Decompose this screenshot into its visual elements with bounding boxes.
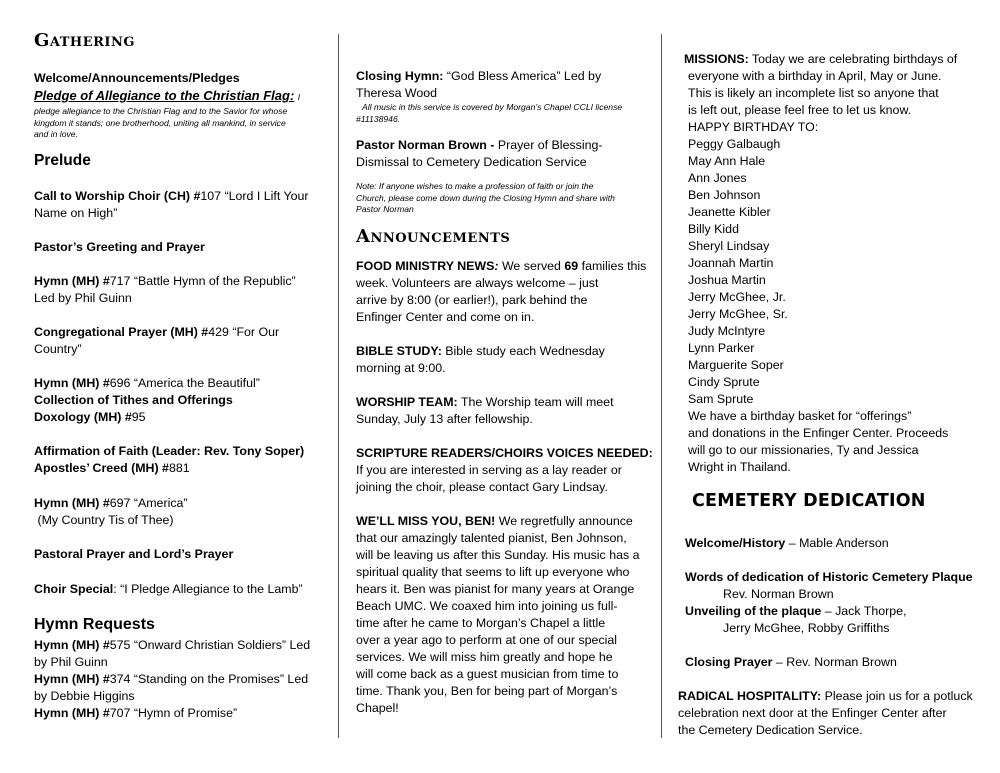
hymn-label: Hymn (MH) #	[34, 274, 110, 288]
miss-line: services. We will miss him greatly and hope he	[356, 650, 613, 664]
birthday-name: Marguerite Soper	[688, 358, 784, 372]
pledge-text-start: I	[297, 92, 301, 102]
birthday-name: Cindy Sprute	[688, 375, 760, 389]
radical-line: the Cemetery Dedication Service.	[678, 723, 863, 737]
prelude-heading: Prelude	[34, 152, 91, 169]
doxology-label: Doxology (MH) #	[34, 410, 132, 424]
closing-prayer-text: – Rev. Norman Brown	[772, 655, 897, 669]
hymn-696-block	[34, 375, 260, 426]
cemetery-dedication-heading: CEMETERY DEDICATION	[692, 491, 926, 511]
hymn-697	[34, 495, 188, 529]
miss-label: WE’LL MISS YOU, BEN!	[356, 514, 496, 528]
food-label: FOOD MINISTRY NEWS	[356, 259, 495, 273]
birthday-name: Jeanette Kibler	[688, 205, 771, 219]
radical-label: RADICAL HOSPITALITY:	[678, 689, 822, 703]
closing-hymn	[356, 68, 601, 102]
words-label: Words of dedication of Historic Cemetery Plaque	[685, 570, 973, 584]
bible-label: BIBLE STUDY:	[356, 344, 442, 358]
bible-study	[356, 343, 605, 377]
words-line: Rev. Norman Brown	[723, 587, 834, 601]
birthday-name: Ben Johnson	[688, 188, 761, 202]
missions-text: Today we are celebrating birthdays of	[748, 52, 958, 66]
hymn-label: Hymn (MH) #	[34, 672, 110, 686]
scripture-line: joining the choir, please contact Gary Lindsay.	[356, 480, 608, 494]
unveil-text: – Jack Thorpe,	[821, 604, 907, 618]
hymn-text: 696 “America the Beautiful”	[109, 376, 260, 390]
words-of-dedication	[685, 569, 973, 637]
welcome-history	[685, 535, 889, 552]
welcome-text: – Mable Anderson	[785, 536, 889, 550]
miss-line: hears it. Ben was pianist for many years at Orange	[356, 582, 635, 596]
ccli-line: #11138946.	[356, 113, 401, 124]
choir-label: Choir Special	[34, 582, 114, 596]
pledge-line	[34, 87, 300, 105]
birthday-name: Joshua Martin	[688, 273, 766, 287]
call-label: Call to Worship Choir (CH) #	[34, 189, 201, 203]
hymn-label: Hymn (MH) #	[34, 376, 110, 390]
basket-line: Wright in Thailand.	[688, 460, 791, 474]
food-line: arrive by 8:00 (or earlier!), park behind the	[356, 293, 588, 307]
scripture-label: SCRIPTURE READERS/CHOIRS VOICES NEEDED:	[356, 446, 653, 460]
welcome-line: Welcome/Announcements/Pledges	[34, 71, 240, 85]
closing-prayer	[685, 654, 897, 671]
missions-label: MISSIONS:	[684, 52, 749, 66]
scripture-line: If you are interested in serving as a lay reader or	[356, 463, 622, 477]
radical-text: Please join us for a potluck	[821, 689, 973, 703]
cong-text-2: Country”	[34, 342, 82, 356]
miss-line: will be leaving us after this Sunday. His music has a	[356, 548, 640, 562]
hymn-717	[34, 273, 296, 307]
worship-team	[356, 394, 614, 428]
pastor-greeting: Pastor’s Greeting and Prayer	[34, 240, 205, 254]
missions-line: HAPPY BIRTHDAY TO:	[688, 120, 819, 134]
closing-text-2: Theresa Wood	[356, 86, 438, 100]
pastoral-prayer: Pastoral Prayer and Lord’s Prayer	[34, 547, 234, 561]
hymn-text-2: (My Country Tis of Thee)	[34, 513, 174, 527]
food-number: 69	[564, 259, 579, 273]
closing-label: Closing Hymn:	[356, 69, 444, 83]
birthday-name: Billy Kidd	[688, 222, 739, 236]
profession-note	[356, 181, 615, 216]
birthday-name: Judy McIntyre	[688, 324, 766, 338]
food-text: families this	[578, 259, 647, 273]
tithes-line: Collection of Tithes and Offerings	[34, 393, 233, 407]
pastor-text-2: Dismissal to Cemetery Dedication Service	[356, 155, 587, 169]
food-line: Enfinger Center and come on in.	[356, 310, 535, 324]
food-line: week. Volunteers are always welcome – just	[356, 276, 599, 290]
scripture-readers	[356, 445, 653, 496]
basket-line: We have a birthday basket for “offerings”	[688, 409, 912, 423]
missions-line: is left out, please feel free to let us know.	[688, 103, 912, 117]
pledge-text-line: pledge allegiance to the Christian Flag and to the Savior for whose	[34, 106, 288, 116]
unveil-line: Jerry McGhee, Robby Griffiths	[723, 621, 890, 635]
announcements-heading: Announcements	[356, 226, 511, 247]
birthday-name: Ann Jones	[688, 171, 747, 185]
miss-line: will come back as a guest musician from time to	[356, 667, 619, 681]
cong-label: Congregational Prayer (MH) #	[34, 325, 209, 339]
choir-special	[34, 581, 303, 598]
hymn-text: 697 “America”	[109, 496, 188, 510]
worship-label: WORSHIP TEAM:	[356, 395, 458, 409]
miss-line: time after he came to Morgan’s Chapel a little	[356, 616, 606, 630]
hymn-text-2: by Phil Guinn	[34, 655, 108, 669]
creed-text: 881	[168, 461, 190, 475]
note-line: Note: If anyone wishes to make a profession of faith or join the	[356, 181, 594, 191]
affirmation-block	[34, 443, 304, 477]
call-text: 107 “Lord I Lift Your	[200, 189, 309, 203]
birthday-name: Sam Sprute	[688, 392, 754, 406]
hymn-label: Hymn (MH) #	[34, 638, 110, 652]
call-to-worship	[34, 188, 309, 222]
pastor-label: Pastor Norman Brown -	[356, 138, 495, 152]
miss-line: spiritual quality that seems to lift up everyone who	[356, 565, 630, 579]
bible-text: Bible study each Wednesday	[441, 344, 605, 358]
missions-line: everyone with a birthday in April, May or June.	[688, 69, 942, 83]
basket-line: and donations in the Enfinger Center. Proceeds	[688, 426, 949, 440]
birthday-name: May Ann Hale	[688, 154, 766, 168]
closing-prayer-label: Closing Prayer	[685, 655, 773, 669]
cong-text: 429 “For Our	[208, 325, 280, 339]
miss-line: over a year ago to perform at one of our special	[356, 633, 618, 647]
miss-line: Chapel!	[356, 701, 399, 715]
note-line: Church, please come down during the Closing Hymn and share with	[356, 192, 615, 203]
hymn-label: Hymn (MH) #	[34, 496, 110, 510]
miss-line: Beach UMC. We coaxed him into joining us full-	[356, 599, 618, 613]
unveil-label: Unveiling of the plaque	[685, 604, 822, 618]
hymn-requests	[34, 637, 310, 722]
hymn-text: 575 “Onward Christian Soldiers” Led	[109, 638, 311, 652]
miss-line: time. Thank you, Ben for being part of Morgan’s	[356, 684, 618, 698]
miss-line: that our amazingly talented pianist, Ben Johnson,	[356, 531, 627, 545]
food-colon: :	[494, 259, 499, 273]
gathering-heading: Gathering	[34, 30, 135, 51]
congregational-prayer	[34, 324, 279, 358]
hymn-text-2: Led by Phil Guinn	[34, 291, 132, 305]
missions-line: This is likely an incomplete list so anyone that	[688, 86, 939, 100]
bible-line: morning at 9:00.	[356, 361, 446, 375]
hymn-text: 717 “Battle Hymn of the Republic”	[109, 274, 296, 288]
birthday-name: Peggy Galbaugh	[688, 137, 781, 151]
choir-text: : “I Pledge Allegiance to the Lamb”	[113, 582, 303, 596]
birthday-name: Jerry McGhee, Sr.	[688, 307, 788, 321]
birthday-name: Jerry McGhee, Jr.	[688, 290, 786, 304]
miss-you-ben	[356, 513, 640, 717]
birthday-name: Sheryl Lindsay	[688, 239, 770, 253]
pledge-colon: :	[289, 88, 295, 103]
hymn-label: Hymn (MH) #	[34, 706, 110, 720]
radical-line: celebration next door at the Enfinger Center after	[678, 706, 947, 720]
pastor-blessing	[356, 137, 603, 171]
welcome-label: Welcome/History	[685, 536, 786, 550]
pledge-text-line: kingdom it stands; one brotherhood, uniting all mankind, in service	[34, 117, 286, 128]
worship-text: The Worship team will meet	[457, 395, 614, 409]
radical-hospitality	[678, 688, 973, 739]
column-divider-right	[661, 34, 662, 738]
ccli-note	[356, 102, 622, 125]
hymn-text-2: by Debbie Higgins	[34, 689, 135, 703]
miss-text: We regretfully announce	[495, 514, 633, 528]
pledge-title: Pledge of Allegiance to the Christian Flag	[34, 88, 290, 103]
basket-line: will go to our missionaries, Ty and Jessica	[688, 443, 919, 457]
doxology-text: 95	[131, 410, 146, 424]
pastor-text: Prayer of Blessing-	[494, 138, 603, 152]
pledge-text	[34, 106, 287, 141]
column-divider-left	[338, 34, 339, 738]
hymn-text: 707 “Hymn of Promise”	[109, 706, 238, 720]
birthday-name: Lynn Parker	[688, 341, 755, 355]
food-ministry	[356, 258, 646, 326]
creed-label: Apostles’ Creed (MH) #	[34, 461, 169, 475]
affirmation-line: Affirmation of Faith (Leader: Rev. Tony Soper)	[34, 444, 305, 458]
closing-text: “God Bless America” Led by	[443, 69, 602, 83]
hymn-text: 374 “Standing on the Promises” Led	[109, 672, 309, 686]
note-line: Pastor Norman	[356, 204, 414, 214]
worship-line: Sunday, July 13 after fellowship.	[356, 412, 533, 426]
ccli-line: All music in this service is covered by Morgan’s Chapel CCLI license	[362, 102, 623, 112]
birthday-name: Joannah Martin	[688, 256, 774, 270]
call-text-2: Name on High”	[34, 206, 118, 220]
food-text: We served	[498, 259, 565, 273]
pledge-text-line: and in love.	[34, 129, 78, 139]
hymn-requests-heading: Hymn Requests	[34, 616, 155, 633]
missions-block	[684, 51, 957, 476]
